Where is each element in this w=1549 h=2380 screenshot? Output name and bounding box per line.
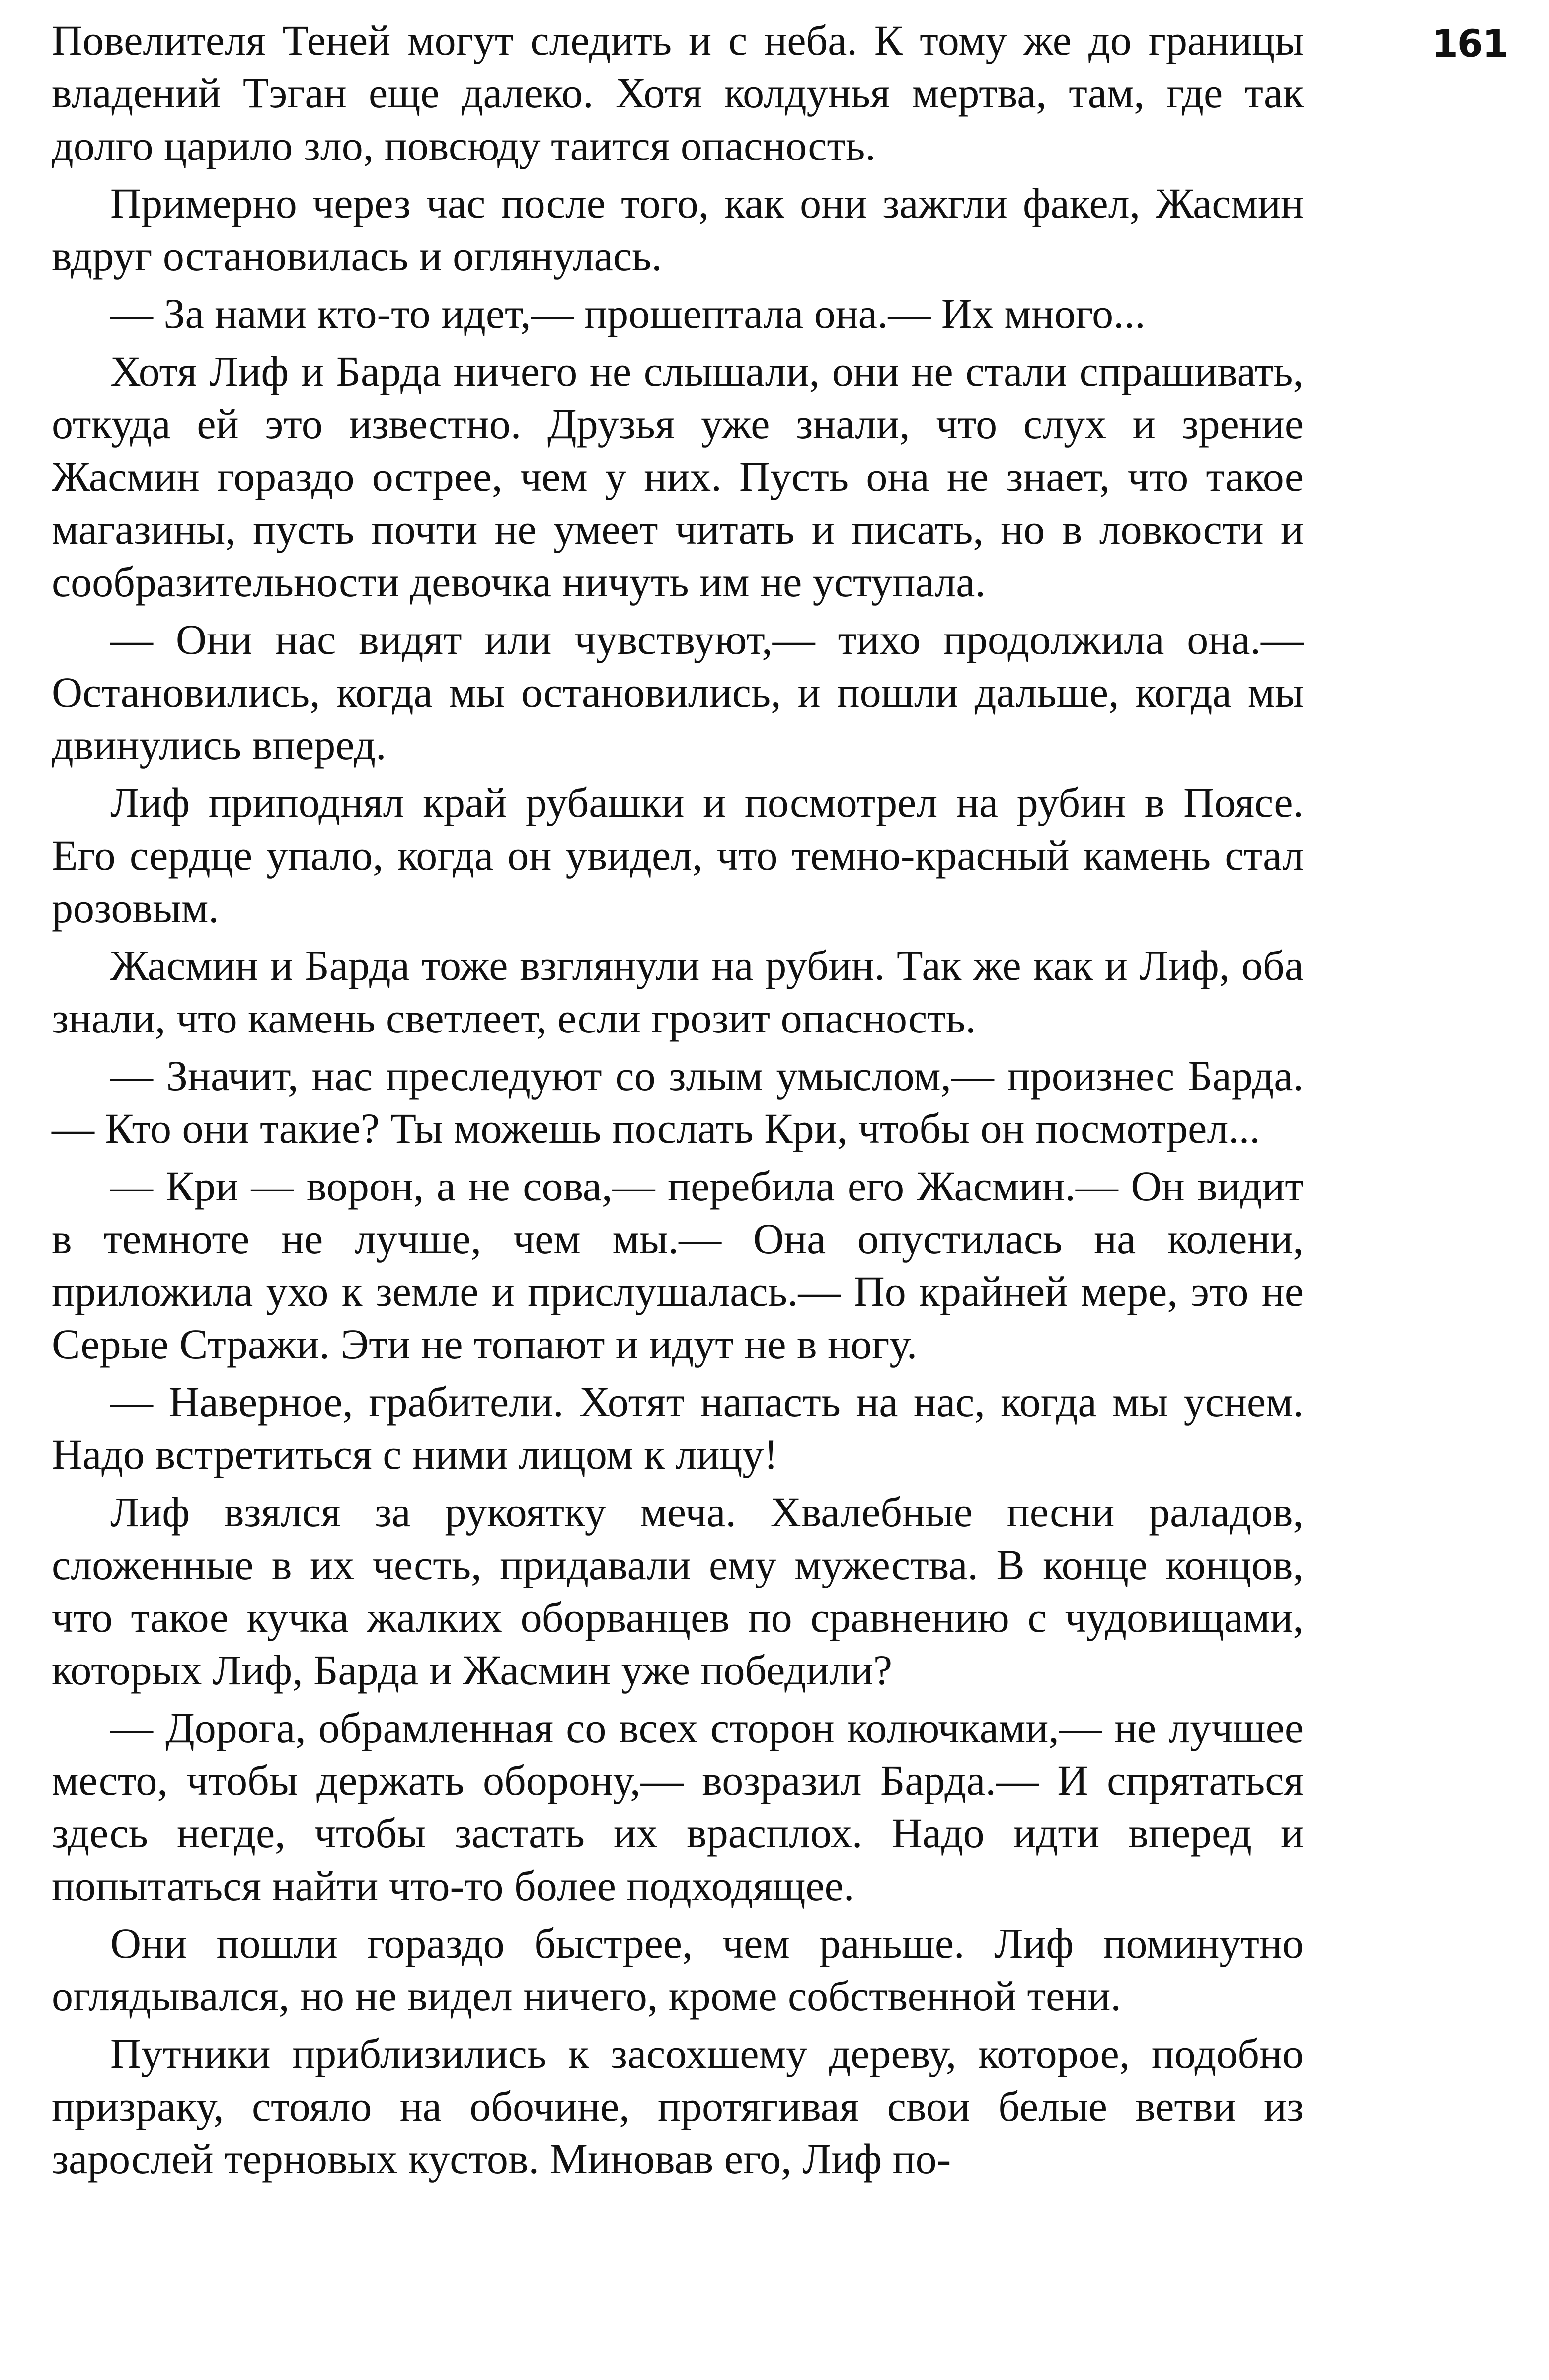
paragraph: Лиф приподнял край рубашки и посмотрел на рубин в Поясе. Его сердце упало, когда он увидел, что темно-красный камень стал розовым. [52, 779, 1304, 932]
paragraph: — Наверное, грабители. Хотят напасть на нас, когда мы уснем. Надо встретиться с ними лицом к лицу! [52, 1378, 1304, 1478]
paragraph: Повелителя Теней могут следить и с неба. К тому же до границы владений Тэган еще далеко. Хотя колдунья мертва, там, где так долго царило зло, повсюду таится опасность. [52, 16, 1304, 169]
paragraph: Они пошли гораздо быстрее, чем раньше. Лиф поминутно оглядывался, но не видел ничего, кроме собственной тени. [52, 1919, 1304, 2020]
paragraph: — Дорога, обрамленная со всех сторон колючками,— не лучшее место, чтобы держать оборону,— возразил Барда.— И спрятаться здесь негде, чтобы застать их врасплох. Надо идти вперед и попытаться найти что-то более подходящее. [52, 1704, 1304, 1909]
paragraph: Жасмин и Барда тоже взглянули на рубин. Так же как и Лиф, оба знали, что камень светлеет, если грозит опасность. [52, 942, 1304, 1042]
paragraph: — Они нас видят или чувствуют,— тихо продолжила она.— Остановились, когда мы остановились, и пошли дальше, когда мы двинулись вперед. [52, 616, 1304, 769]
paragraph: Хотя Лиф и Барда ничего не слышали, они не стали спрашивать, откуда ей это известно. Друзья уже знали, что слух и зрение Жасмин гораздо острее, чем у них. Пусть она не знает, что такое магазины, пусть почти не умеет читать и писать, но в ловкости и сообразительности девочка ничуть им не уступала. [52, 347, 1304, 606]
paragraph: — Значит, нас преследуют со злым умыслом,— произнес Барда.— Кто они такие? Ты можешь послать Кри, чтобы он посмотрел... [52, 1052, 1304, 1152]
page-number: 161 [1432, 21, 1508, 66]
body-text [52, 14, 1304, 2190]
paragraph: Примерно через час после того, как они зажгли факел, Жасмин вдруг остановилась и оглянулась. [52, 179, 1304, 280]
paragraph: — За нами кто-то идет,— прошептала она.— Их много... [110, 290, 1146, 337]
paragraph: — Кри — ворон, а не сова,— перебила его Жасмин.— Он видит в темноте не лучше, чем мы.— Она опустилась на колени, приложила ухо к земле и прислушалась.— По крайней мере, это не Серые Стражи. Эти не топают и идут не в ногу. [52, 1162, 1304, 1368]
paragraph: Лиф взялся за рукоятку меча. Хвалебные песни раладов, сложенные в их честь, придавали ему мужества. В конце концов, что такое кучка жалких оборванцев по сравнению с чудовищами, которых Лиф, Барда и Жасмин уже победили? [52, 1488, 1304, 1694]
paragraph: Путники приблизились к засохшему дереву, которое, подобно призраку, стояло на обочине, протягивая свои белые ветви из зарослей терновых кустов. Миновав его, Лиф по- [52, 2030, 1304, 2183]
